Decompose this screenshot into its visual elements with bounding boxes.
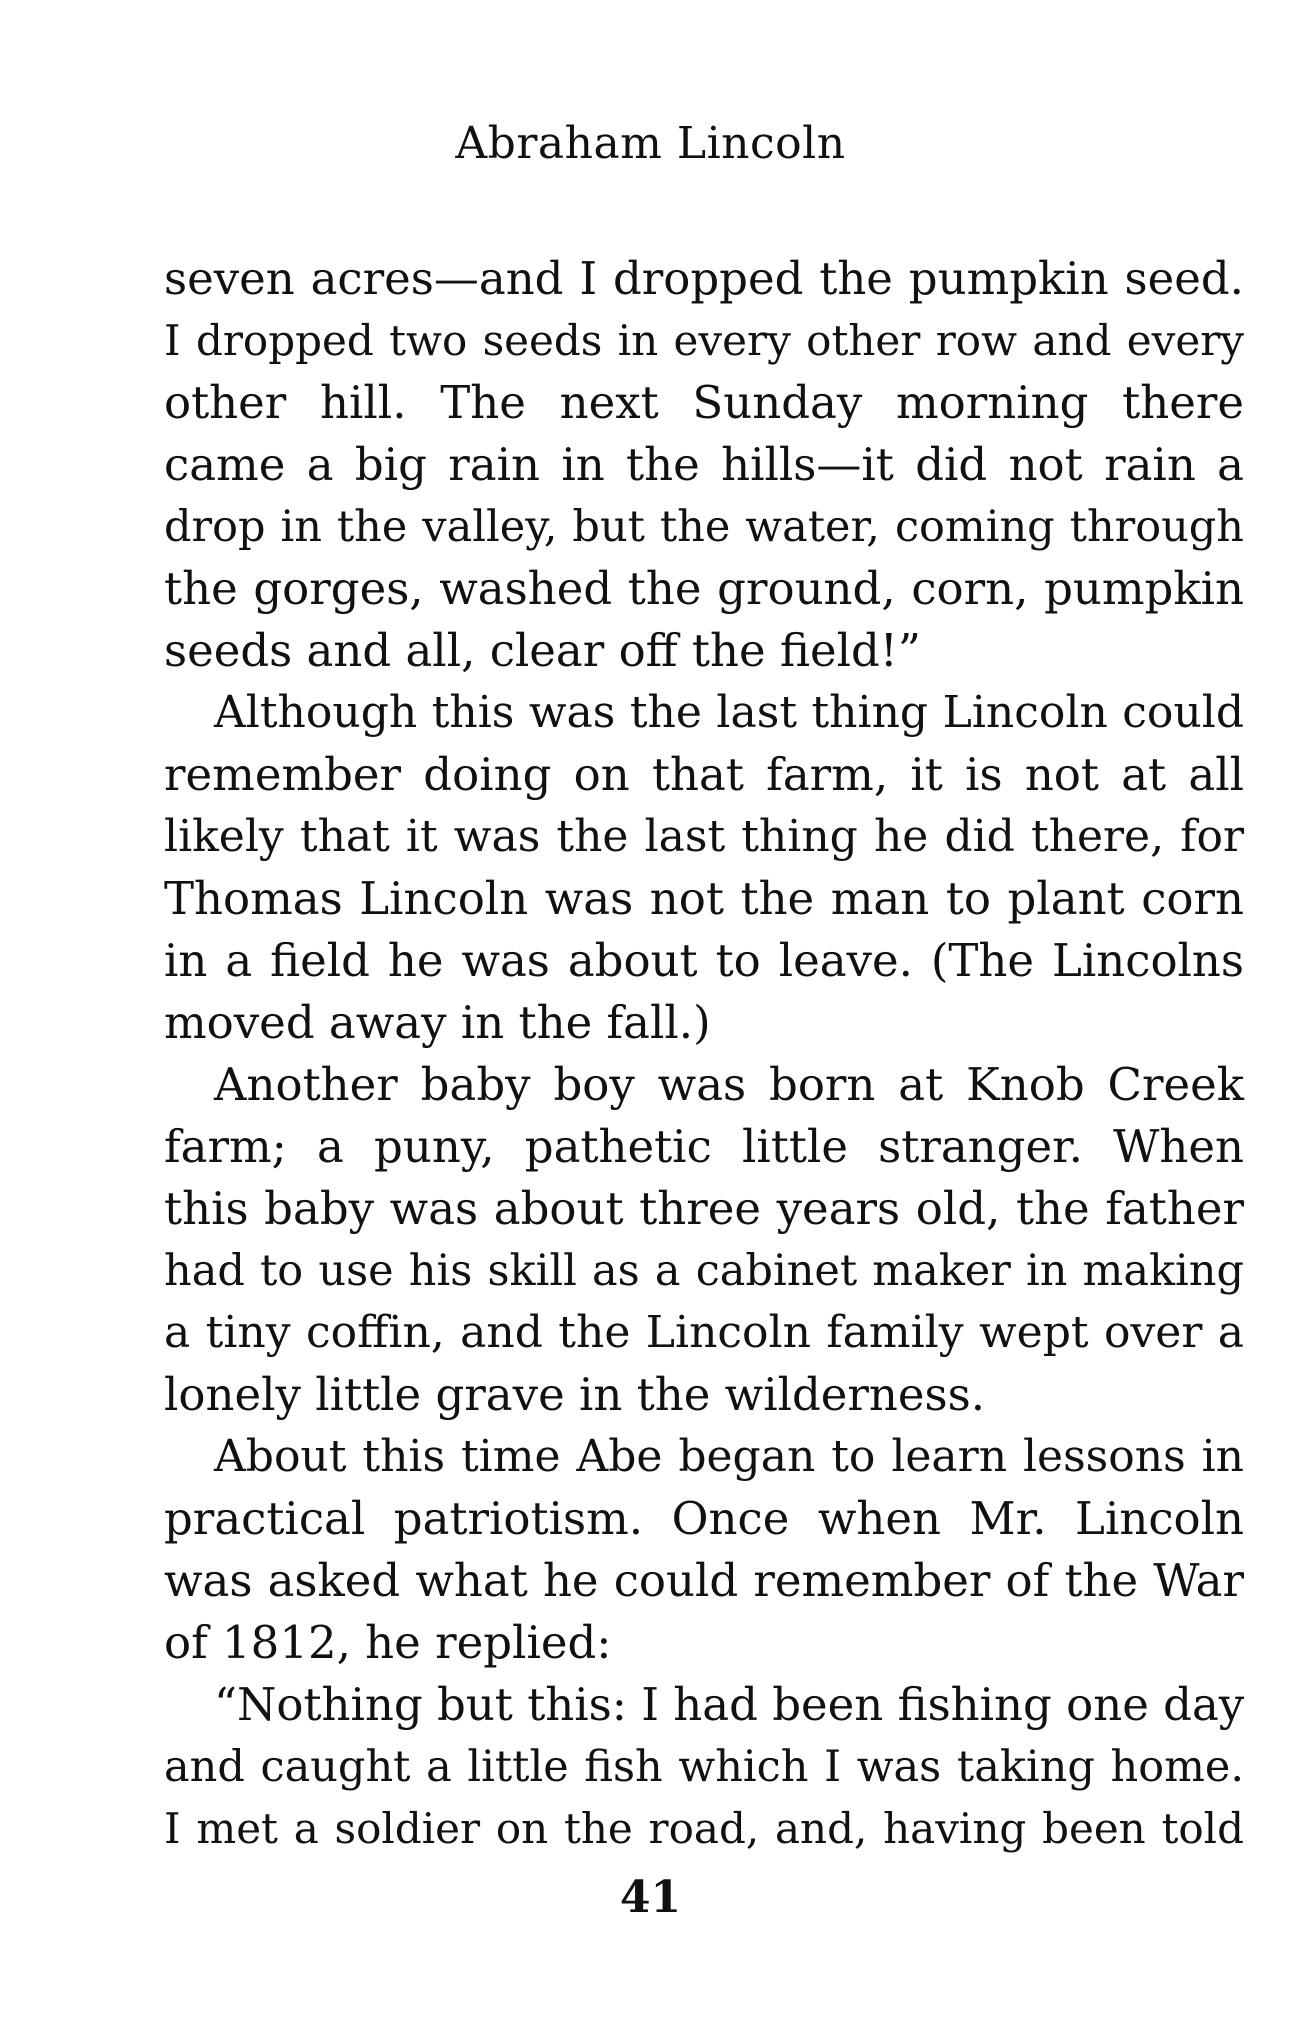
text-line: remember doing on that farm, it is not at all	[164, 748, 1244, 801]
text-line: moved away in the fall.)	[164, 996, 711, 1049]
text-line: likely that it was the last thing he did there, for	[164, 811, 1244, 862]
text-line: had to use his skill as a cabinet maker in making	[164, 1246, 1244, 1296]
text-line: other hill. The next Sunday morning there	[164, 376, 1244, 429]
text-line: of 1812, he replied:	[164, 1616, 612, 1669]
text-line: the gorges, washed the ground, corn, pumpkin	[164, 562, 1244, 615]
text-line: I dropped two seeds in every other row and every	[164, 316, 1244, 365]
text-line: a tiny coffin, and the Lincoln family wept over a	[164, 1307, 1244, 1358]
paragraph	[164, 1426, 1244, 1674]
text-line: drop in the valley, but the water, coming through	[164, 502, 1244, 552]
text-line: came a big rain in the hills—it did not rain a	[164, 438, 1244, 491]
body-text	[164, 248, 1244, 1860]
paragraph	[164, 1054, 1244, 1426]
text-line: in a field he was about to leave. (The Lincolns	[164, 934, 1244, 987]
text-line: farm; a puny, pathetic little stranger. When	[164, 1120, 1244, 1173]
paragraph	[164, 682, 1244, 1054]
page-number: 41	[619, 1872, 682, 1923]
text-line: this baby was about three years old, the father	[164, 1182, 1244, 1235]
paragraph	[164, 248, 1244, 682]
text-line: seven acres—and I dropped the pumpkin seed.	[164, 252, 1244, 305]
text-line: lonely little grave in the wilderness.	[164, 1368, 986, 1421]
text-line: I met a soldier on the road, and, having been told	[164, 1804, 1244, 1853]
text-line: Although this was the last thing Lincoln could	[214, 687, 1244, 738]
text-line: “Nothing but this: I had been fishing one day	[214, 1678, 1245, 1731]
running-head: Abraham Lincoln	[455, 118, 846, 169]
text-line: and caught a little fish which I was taking home.	[164, 1742, 1244, 1792]
paragraph	[164, 1674, 1244, 1860]
text-line: practical patriotism. Once when Mr. Lincoln	[164, 1492, 1244, 1545]
text-line: was asked what he could remember of the War	[164, 1554, 1244, 1607]
text-line: seeds and all, clear off the field!”	[164, 624, 921, 677]
text-line: Another baby boy was born at Knob Creek	[214, 1058, 1244, 1111]
text-line: Thomas Lincoln was not the man to plant corn	[164, 872, 1244, 925]
text-line: About this time Abe began to learn lessons in	[214, 1431, 1244, 1482]
